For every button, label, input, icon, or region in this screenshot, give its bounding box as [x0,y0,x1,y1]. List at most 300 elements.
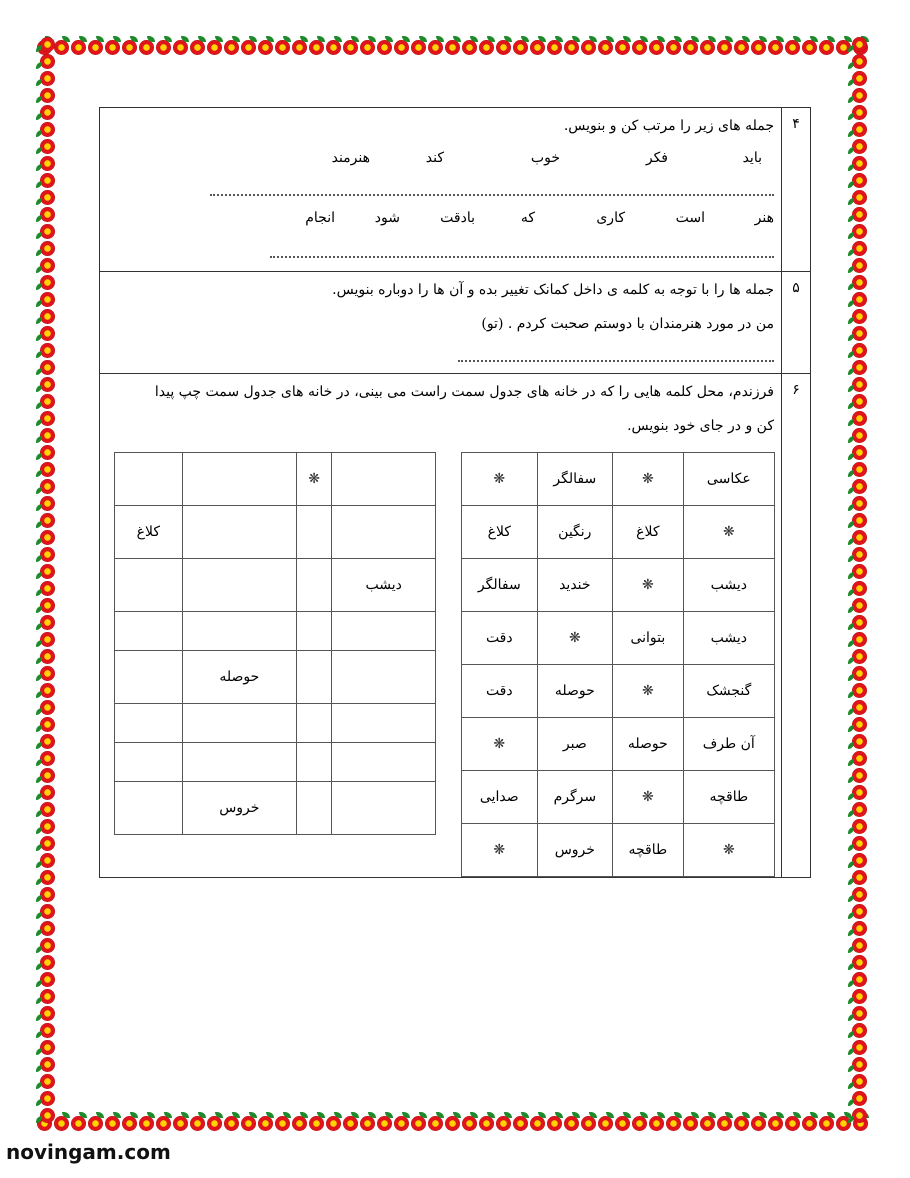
flower-icon [597,1112,614,1136]
flower-icon [36,172,60,189]
flower-icon [818,36,835,60]
table-cell[interactable] [182,743,296,782]
flower-icon [848,70,872,87]
flower-icon [36,835,60,852]
flower-icon [36,733,60,750]
flower-icon [36,308,60,325]
flower-icon [848,750,872,767]
flower-icon [36,461,60,478]
flower-border-bottom [36,1112,874,1138]
table-cell[interactable] [297,704,332,743]
table-cell[interactable] [297,743,332,782]
table-cell: ❋ [683,824,774,877]
word: شود [374,210,400,226]
table-row [115,506,436,559]
table-cell[interactable] [332,782,436,835]
table-cell: دقت [462,665,538,718]
flower-icon [36,1022,60,1039]
flower-icon [87,36,104,60]
flower-icon [36,376,60,393]
table-row [115,651,436,704]
sentence: من در مورد هنرمندان با دوستم صحبت کردم . (تو) [481,316,774,332]
flower-icon [223,36,240,60]
table-row [115,559,436,612]
flower-icon [223,1112,240,1136]
flower-icon [206,36,223,60]
flower-icon [36,70,60,87]
table-cell[interactable] [332,612,436,651]
table-cell: حوصله [537,665,613,718]
table-cell[interactable] [332,704,436,743]
table-row [462,824,775,877]
flower-icon [848,121,872,138]
flower-icon [342,1112,359,1136]
flower-icon [848,529,872,546]
table-cell[interactable] [332,743,436,782]
flower-icon [848,1090,872,1107]
flower-icon [750,36,767,60]
flower-icon [784,1112,801,1136]
table-row [462,665,775,718]
flower-icon [848,546,872,563]
flower-icon [138,36,155,60]
flower-icon [848,699,872,716]
flower-icon [393,1112,410,1136]
table-cell[interactable] [115,704,183,743]
question-instruction: جمله ها را با توجه به کلمه ی داخل کمانک تغییر بده و آن ها را دوباره بنویس. [332,282,774,298]
table-cell: طاقچه [683,771,774,824]
table-cell: خروس [537,824,613,877]
flower-icon [70,1112,87,1136]
flower-icon [36,648,60,665]
table-cell[interactable] [115,782,183,835]
flower-icon [291,1112,308,1136]
flower-icon [36,750,60,767]
flower-icon [36,512,60,529]
table-row [462,612,775,665]
flower-icon [495,1112,512,1136]
table-cell: ❋ [613,771,684,824]
flower-icon [665,36,682,60]
flower-icon [36,767,60,784]
flower-icon [848,767,872,784]
table-cell: ❋ [537,612,613,665]
flower-icon [597,36,614,60]
flower-icon [848,597,872,614]
flower-icon [563,1112,580,1136]
table-row [115,743,436,782]
flower-icon [461,36,478,60]
word: کاری [596,210,625,226]
flower-icon [848,1005,872,1022]
flower-icon [36,291,60,308]
word: است [675,210,705,226]
flower-icon [848,189,872,206]
worksheet [99,107,811,878]
flower-icon [580,36,597,60]
flower-icon [546,1112,563,1136]
flower-icon [848,325,872,342]
flower-icon [495,36,512,60]
flower-icon [848,631,872,648]
word: کند [425,150,444,166]
flower-icon [848,1022,872,1039]
table-cell[interactable] [332,506,436,559]
flower-icon [546,36,563,60]
table-cell[interactable] [297,612,332,651]
flower-icon [848,410,872,427]
flower-icon [682,1112,699,1136]
flower-icon [848,206,872,223]
flower-icon [848,563,872,580]
table-cell: رنگین [537,506,613,559]
flower-icon [308,36,325,60]
flower-icon [325,1112,342,1136]
table-cell: ❋ [613,559,684,612]
flower-icon [848,223,872,240]
flower-icon [665,1112,682,1136]
flower-icon [36,1073,60,1090]
word: بادقت [440,210,475,226]
flower-icon [444,36,461,60]
flower-icon [36,937,60,954]
table-row [115,453,436,506]
table-cell: آن طرف [683,718,774,771]
answer-line[interactable] [210,194,774,196]
flower-icon [461,1112,478,1136]
flower-icon [36,121,60,138]
question-instruction-cont: کن و در جای خود بنویس. [627,418,774,434]
table-cell[interactable] [115,559,183,612]
flower-icon [848,835,872,852]
flower-icon [240,36,257,60]
flower-icon [393,36,410,60]
flower-icon [580,1112,597,1136]
flower-icon [848,257,872,274]
flower-icon [36,257,60,274]
table-cell: سفالگر [537,453,613,506]
flower-icon [36,36,60,53]
flower-icon [848,291,872,308]
flower-icon [512,36,529,60]
flower-border-right [848,36,874,1138]
word: هنر [754,210,774,226]
flower-icon [529,36,546,60]
flower-icon [36,478,60,495]
flower-icon [36,818,60,835]
table-row [115,612,436,651]
table-cell[interactable] [115,651,183,704]
table-cell: کلاغ [115,506,183,559]
flower-icon [36,325,60,342]
table-row [462,718,775,771]
flower-icon [36,1039,60,1056]
flower-icon [70,36,87,60]
flower-icon [848,1073,872,1090]
question-6 [100,374,810,877]
flower-icon [716,1112,733,1136]
flower-icon [427,1112,444,1136]
flower-icon [848,682,872,699]
flower-icon [648,36,665,60]
flower-icon [36,529,60,546]
table-row [462,771,775,824]
table-cell: دقت [462,612,538,665]
flower-icon [848,784,872,801]
flower-icon [36,342,60,359]
table-cell: دیشب [332,559,436,612]
word: انجام [305,210,335,226]
table-row [462,559,775,612]
flower-icon [848,1056,872,1073]
flower-icon [767,36,784,60]
flower-icon [648,1112,665,1136]
flower-icon [682,36,699,60]
flower-icon [848,903,872,920]
flower-icon [206,1112,223,1136]
flower-icon [848,444,872,461]
flower-icon [848,240,872,257]
flower-icon [848,1039,872,1056]
flower-icon [36,954,60,971]
table-cell: دیشب [683,559,774,612]
flower-icon [614,36,631,60]
flower-icon [36,546,60,563]
flower-icon [36,410,60,427]
table-cell: حوصله [613,718,684,771]
flower-icon [848,495,872,512]
flower-icon [274,36,291,60]
table-cell: سرگرم [537,771,613,824]
table-cell: ❋ [462,718,538,771]
flower-icon [848,869,872,886]
flower-icon [801,36,818,60]
flower-icon [699,1112,716,1136]
flower-icon [189,1112,206,1136]
flower-icon [848,971,872,988]
table-cell[interactable] [115,743,183,782]
table-cell[interactable] [182,559,296,612]
flower-icon [36,971,60,988]
flower-icon [848,733,872,750]
flower-icon [848,937,872,954]
flower-icon [36,223,60,240]
flower-icon [848,818,872,835]
flower-icon [699,36,716,60]
flower-icon [257,1112,274,1136]
table-cell[interactable] [297,559,332,612]
flower-icon [848,665,872,682]
flower-icon [87,1112,104,1136]
flower-icon [848,308,872,325]
flower-icon [848,87,872,104]
flower-icon [359,1112,376,1136]
flower-icon [172,36,189,60]
flower-icon [36,155,60,172]
flower-icon [36,359,60,376]
flower-icon [529,1112,546,1136]
flower-icon [274,1112,291,1136]
table-cell[interactable] [182,704,296,743]
flower-icon [36,869,60,886]
table-cell[interactable] [182,453,296,506]
table-cell: طاقچه [613,824,684,877]
table-cell[interactable] [115,453,183,506]
table-cell: ❋ [613,665,684,718]
flower-icon [848,155,872,172]
table-cell: ❋ [613,453,684,506]
flower-icon [36,189,60,206]
flower-icon [291,36,308,60]
question-4 [100,108,810,272]
flower-icon [478,36,495,60]
word: فکر [645,150,668,166]
flower-icon [36,274,60,291]
flower-icon [359,36,376,60]
flower-icon [848,801,872,818]
table-row [462,506,775,559]
question-instruction: جمله های زیر را مرتب کن و بنویس. [563,118,774,134]
table-cell[interactable] [297,506,332,559]
flower-icon [104,36,121,60]
table-cell[interactable] [297,651,332,704]
flower-icon [848,512,872,529]
flower-icon [36,240,60,257]
flower-icon [36,665,60,682]
flower-icon [848,988,872,1005]
flower-icon [36,138,60,155]
site-watermark: novingam.com [6,1140,171,1164]
table-row [115,782,436,835]
table-cell[interactable] [332,453,436,506]
flower-icon [104,1112,121,1136]
flower-icon [36,206,60,223]
flower-icon [848,138,872,155]
flower-icon [36,53,60,70]
table-cell: خروس [182,782,296,835]
flower-icon [848,648,872,665]
flower-icon [716,36,733,60]
table-cell[interactable] [182,612,296,651]
flower-icon [848,359,872,376]
flower-icon [478,1112,495,1136]
flower-icon [240,1112,257,1136]
question-number: ۵ [792,280,800,296]
question-number: ۶ [792,382,800,398]
flower-icon [801,1112,818,1136]
question-5 [100,272,810,374]
flower-border-top [36,36,874,62]
word: باید [742,150,762,166]
flower-icon [36,597,60,614]
flower-icon [36,1056,60,1073]
flower-icon [36,699,60,716]
table-row [115,704,436,743]
flower-icon [784,36,801,60]
flower-icon [36,682,60,699]
flower-icon [36,801,60,818]
flower-icon [155,36,172,60]
answer-line[interactable] [458,360,774,362]
table-cell[interactable] [332,651,436,704]
flower-icon [848,886,872,903]
flower-icon [631,1112,648,1136]
flower-icon [733,36,750,60]
flower-icon [121,1112,138,1136]
flower-icon [848,36,872,53]
flower-icon [308,1112,325,1136]
flower-icon [36,393,60,410]
table-cell[interactable] [115,612,183,651]
flower-icon [36,920,60,937]
flower-icon [36,1107,60,1124]
flower-icon [848,852,872,869]
table-cell: کلاغ [613,506,684,559]
table-cell: صبر [537,718,613,771]
table-cell[interactable] [182,506,296,559]
table-cell: سفالگر [462,559,538,612]
flower-icon [848,461,872,478]
flower-icon [848,172,872,189]
table-cell: بتوانی [613,612,684,665]
flower-icon [733,1112,750,1136]
table-cell: صدایی [462,771,538,824]
flower-icon [848,580,872,597]
flower-icon [848,376,872,393]
flower-icon [36,614,60,631]
flower-icon [410,1112,427,1136]
table-cell: کلاغ [462,506,538,559]
table-cell: عکاسی [683,453,774,506]
flower-icon [138,1112,155,1136]
flower-icon [36,852,60,869]
table-cell: خندید [537,559,613,612]
table-cell: گنجشک [683,665,774,718]
flower-border-left [36,36,62,1138]
flower-icon [189,36,206,60]
flower-icon [444,1112,461,1136]
question-number: ۴ [792,116,800,132]
flower-icon [767,1112,784,1136]
flower-icon [750,1112,767,1136]
flower-icon [36,104,60,121]
flower-icon [848,393,872,410]
flower-icon [36,580,60,597]
flower-icon [427,36,444,60]
flower-icon [257,36,274,60]
word: هنرمند [331,150,370,166]
flower-icon [376,1112,393,1136]
word: خوب [530,150,560,166]
flower-icon [36,716,60,733]
flower-icon [848,53,872,70]
table-cell[interactable] [297,782,332,835]
flower-icon [410,36,427,60]
flower-icon [848,427,872,444]
flower-icon [512,1112,529,1136]
flower-icon [325,36,342,60]
flower-icon [848,274,872,291]
question-instruction: فرزندم، محل کلمه هایی را که در خانه های جدول سمت راست می بینی، در خانه های جدول سمت چپ پیدا [154,384,774,400]
table-cell: ❋ [297,453,332,506]
flower-icon [36,427,60,444]
flower-icon [848,478,872,495]
answer-line[interactable] [270,256,774,258]
flower-icon [172,1112,189,1136]
flower-icon [36,631,60,648]
flower-icon [155,1112,172,1136]
flower-icon [848,342,872,359]
